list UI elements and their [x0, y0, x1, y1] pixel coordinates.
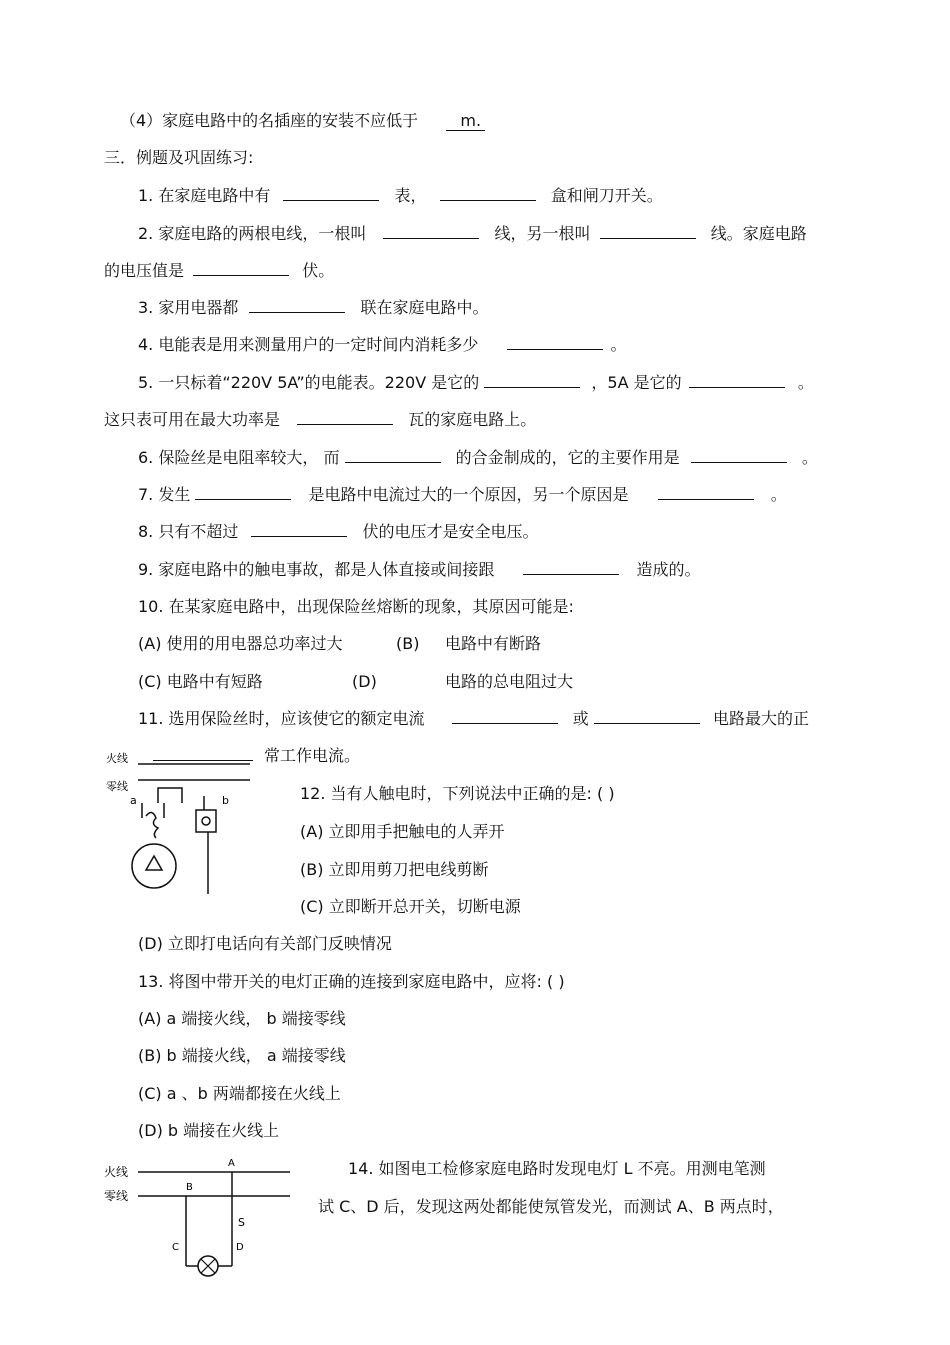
switch-box	[196, 810, 216, 832]
q10-option-a: (A) 使用的用电器总功率过大	[138, 634, 343, 653]
point-d-label: D	[236, 1242, 244, 1253]
q4-unit: m.	[446, 111, 485, 131]
blank	[195, 485, 291, 500]
lamp-filament	[146, 856, 162, 870]
q13-option-d: (D) b 端接在火线上	[138, 1121, 280, 1140]
q4-line	[120, 111, 485, 131]
circuit-figure-1	[104, 748, 274, 898]
q5-line: 5. 一只标着“220V 5A”的电能表。220V 是它的 ，5A 是它的 。	[138, 373, 814, 392]
q10-option-d: 电路的总电阻过大	[445, 672, 574, 691]
blank	[691, 448, 787, 463]
q1-line: 1. 在家庭电路中有 表， 盒和闸刀开关。	[138, 186, 663, 205]
fig2-neutral-label: 零线	[104, 1189, 129, 1203]
blank	[249, 298, 345, 313]
fig2-live-label: 火线	[104, 1165, 129, 1179]
blank	[251, 522, 347, 537]
q11-blank-left	[104, 746, 253, 766]
q14-line2: 试 C、D 后，发现这两处都能使氖管发光，而测试 A、B 两点时，	[318, 1197, 784, 1216]
blank	[297, 410, 393, 425]
switch-knob	[202, 817, 210, 825]
q12-option-b: (B) 立即用剪刀把电线剪断	[300, 860, 489, 879]
q3-line: 3. 家用电器都 联在家庭电路中。	[138, 298, 489, 317]
q13-option-b: (B) b 端接火线， a 端接零线	[138, 1046, 346, 1065]
q4-text: （4）家庭电路中的名插座的安装不应低于	[120, 111, 419, 130]
blank	[452, 709, 558, 724]
q2-line: 2. 家庭电路的两根电线，一根叫 线，另一根叫 线。家庭电路	[138, 224, 807, 243]
lamp-filament-holder	[146, 812, 158, 838]
q13-option-a: (A) a 端接火线， b 端接零线	[138, 1009, 346, 1028]
point-a-label: A	[228, 1158, 235, 1169]
q11-line: 11. 选用保险丝时，应该使它的额定电流 或 电路最大的正	[138, 709, 809, 728]
q10-stem: 10. 在某家庭电路中，出现保险丝熔断的现象，其原因可能是:	[138, 597, 574, 616]
q8-line: 8. 只有不超过 伏的电压才是安全电压。	[138, 522, 539, 541]
q6-line: 6. 保险丝是电阻率较大， 而 的合金制成的，它的主要作用是 。	[138, 448, 818, 467]
blank	[523, 560, 619, 575]
q4b-line: 4. 电能表是用来测量用户的一定时间内消耗多少 。	[138, 335, 627, 354]
q10-option-b: 电路中有断路	[445, 634, 542, 653]
q14-line: 14. 如图电工检修家庭电路时发现电灯 L 不亮。用测电笔测	[348, 1159, 766, 1178]
blank	[594, 709, 700, 724]
q12-option-d: (D) 立即打电话向有关部门反映情况	[138, 934, 392, 953]
blank	[283, 186, 379, 201]
point-c-label: C	[172, 1242, 179, 1253]
blank	[658, 485, 754, 500]
blank	[600, 224, 696, 239]
blank	[383, 224, 479, 239]
circuit-figure-2	[100, 1150, 300, 1280]
blank	[153, 746, 253, 761]
point-b-label: B	[186, 1182, 193, 1193]
q10-option-d-label: (D)	[352, 672, 377, 691]
blank	[689, 373, 785, 388]
point-s-label: S	[238, 1216, 245, 1229]
q13-stem: 13. 将图中带开关的电灯正确的连接到家庭电路中，应将: ( )	[138, 972, 565, 991]
lamp-cross	[201, 1259, 215, 1273]
fig1-a-label: a	[130, 794, 137, 807]
blank	[507, 335, 603, 350]
lamp-bulb	[132, 844, 176, 888]
blank	[440, 186, 536, 201]
section-title: 三．例题及巩固练习:	[104, 148, 254, 167]
q7-line: 7. 发生 是电路中电流过大的一个原因，另一个原因是 。	[138, 485, 787, 504]
q12-option-a: (A) 立即用手把触电的人弄开	[300, 822, 505, 841]
q9-line: 9. 家庭电路中的触电事故，都是人体直接或间接跟 造成的。	[138, 560, 701, 579]
fig1-live-label: 火线	[106, 752, 128, 765]
q13-option-c: (C) a 、b 两端都接在火线上	[138, 1084, 341, 1103]
q2-line2: 的电压值是 伏。	[104, 261, 335, 280]
q5-line2: 这只表可用在最大功率是 瓦的家庭电路上。	[104, 410, 537, 429]
blank	[193, 261, 289, 276]
blank	[345, 448, 441, 463]
q10-option-b-label: (B)	[396, 634, 420, 653]
fig1-neutral-label: 零线	[106, 780, 128, 793]
blank	[484, 373, 580, 388]
q12-stem: 12. 当有人触电时，下列说法中正确的是: ( )	[300, 784, 615, 803]
q10-option-c: (C) 电路中有短路	[138, 672, 263, 691]
q11-line2: 常工作电流。	[264, 746, 361, 765]
q12-option-c: (C) 立即断开总开关，切断电源	[300, 897, 521, 916]
fig1-b-label: b	[222, 794, 229, 807]
